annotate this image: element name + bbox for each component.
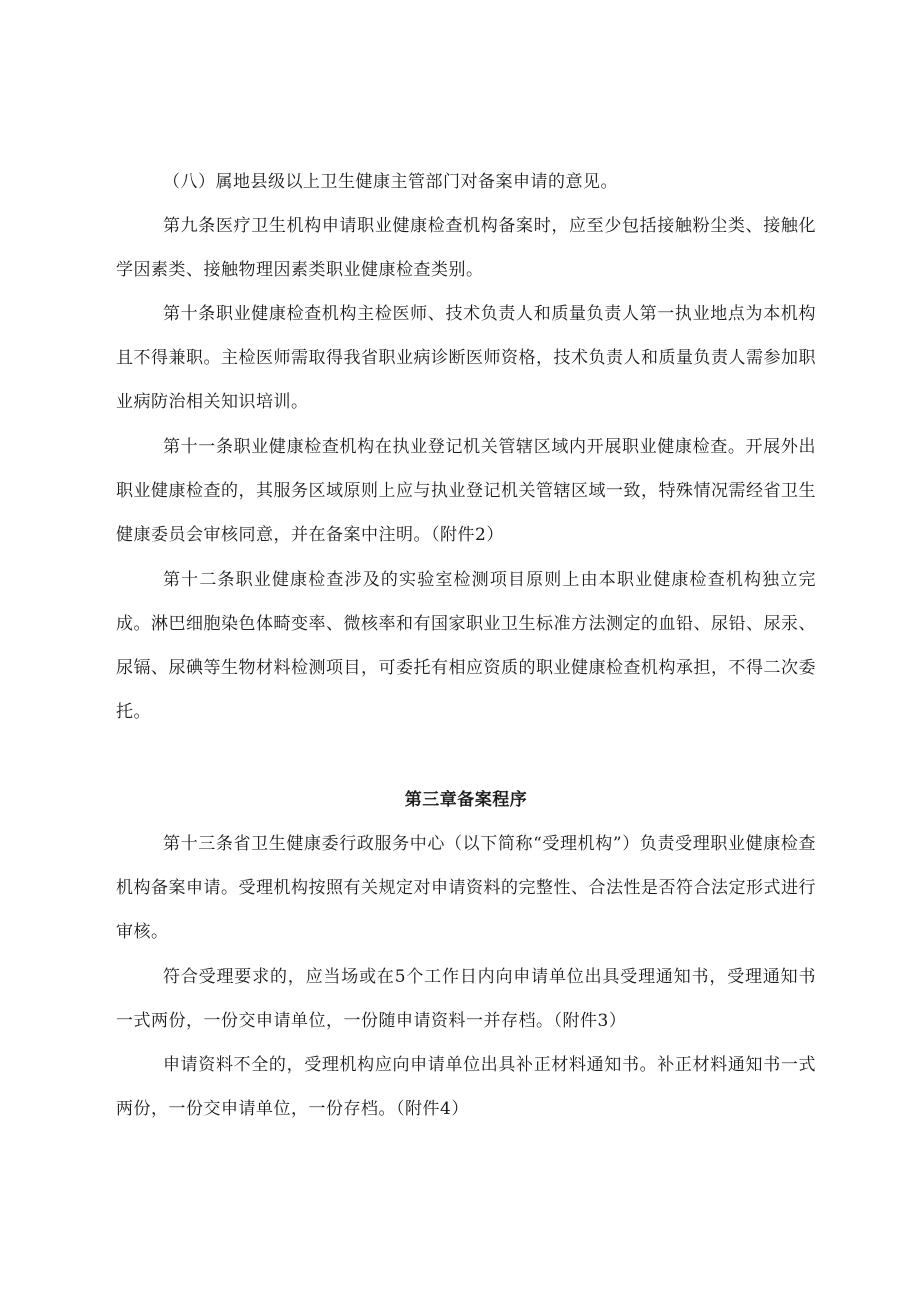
chapter-heading: 第三章备案程序 (404, 790, 528, 810)
paragraph-article-12: 第十二条职业健康检查涉及的实验室检测项目原则上由本职业健康检查机构独立完成。淋巴细胞染色体畸变率、微核率和有国家职业卫生标准方法测定的血铅、尿铅、尿汞、尿镉、尿碘等生物材料检测项目，可委托有相应资质的职业健康检查机构承担，不得二次委托。 (116, 570, 816, 722)
paragraph-article-10: 第十条职业健康检查机构主检医师、技术负责人和质量负责人第一执业地点为本机构且不得兼职。主检医师需取得我省职业病诊断医师资格，技术负责人和质量负责人需参加职业病防治相关知识培训。 (116, 304, 816, 412)
paragraph-item-8: （八）属地县级以上卫生健康主管部门对备案申请的意见。 (163, 172, 618, 192)
paragraph-article-13: 第十三条省卫生健康委行政服务中心（以下简称“受理机构”）负责受理职业健康检查机构备案申请。受理机构按照有关规定对申请资料的完整性、合法性是否符合法定形式进行审核。 (116, 834, 816, 942)
paragraph-article-9: 第九条医疗卫生机构申请职业健康检查机构备案时，应至少包括接触粉尘类、接触化学因素类、接触物理因素类职业健康检查类别。 (116, 216, 816, 280)
paragraph-acceptance: 符合受理要求的，应当场或在5个工作日内向申请单位出具受理通知书，受理通知书一式两份，一份交申请单位，一份随申请资料一并存档。（附件3） (116, 967, 816, 1031)
paragraph-article-11: 第十一条职业健康检查机构在执业登记机关管辖区域内开展职业健康检查。开展外出职业健康检查的，其服务区域原则上应与执业登记机关管辖区域一致，特殊情况需经省卫生健康委员会审核同意，并在备案中注明。（附件2） (116, 437, 816, 545)
paragraph-incomplete-materials: 申请资料不全的，受理机构应向申请单位出具补正材料通知书。补正材料通知书一式两份，一份交申请单位，一份存档。（附件4） (116, 1055, 816, 1119)
